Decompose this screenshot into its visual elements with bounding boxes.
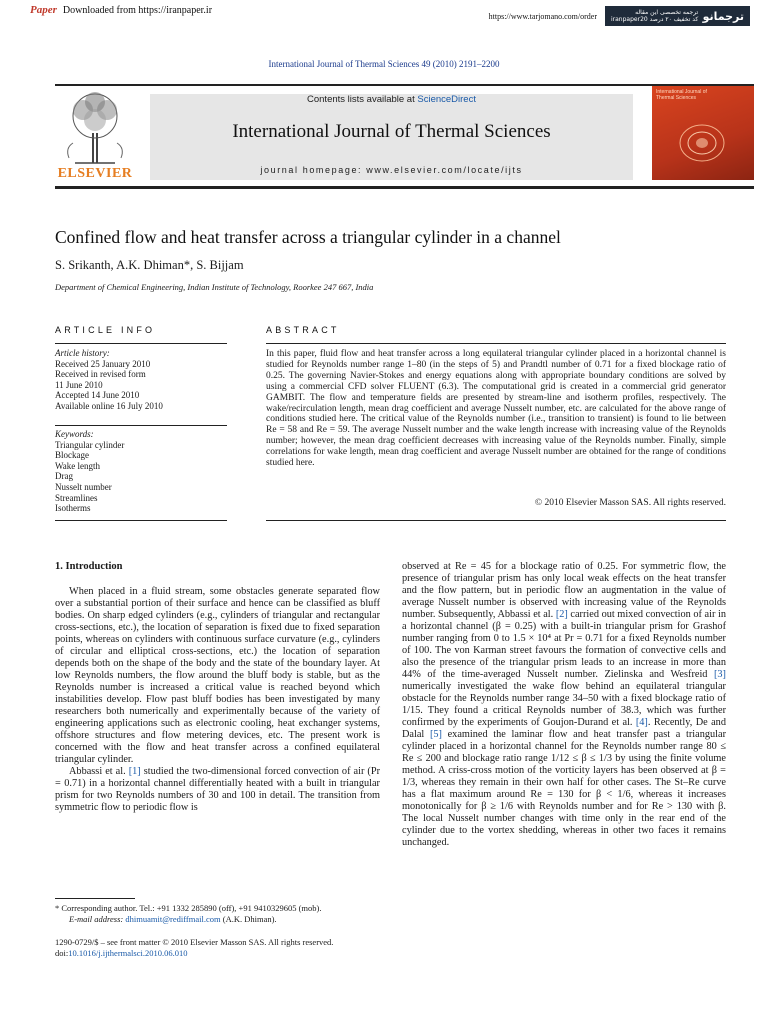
abstract-rule: [266, 343, 726, 344]
download-banner: [30, 4, 212, 16]
intro-paragraph-1: When placed in a fluid stream, some obstacles generate separated flow over a substantial portion of their surface and hence can be classified as bluff bodies. On sharp edged cylinders (e.g., cylinders of triangular and rectangular cross-sections, etc.), the location of separation is fixed due to fixed separation points, whereas on cylinders with continuous surface curvature (e.g., cylinders of circular and elliptical cross-sections, etc.) the location of separation depends both on the shape of the body and the state of the boundary layer. At low Reynolds numbers, the flow around the bluff body is stable, but as the Reynolds number is increased a critical value is reached beyond which instabilities develop. Flow past bluff bodies has been investigated by many researchers both numerically and experimentally because of the variety of engineering applications such as electronic cooling, heat exchanger systems, offshore structures and flow metering devices, etc. The present work is concerned with the flow and heat transfer across a confined equilateral triangular cylinder.: [55, 586, 380, 765]
rc-text-1: observed at Re = 45 for a blockage ratio of 0.25. For symmetric flow, the presence of triangular prism has only local weak effects on the heat transfer and the flow pattern, but in periodic flow an augmentation in the value of average Nusselt number is observed with increasing value of the Reynolds number. Subsequently, Abbassi et al.: [402, 561, 726, 620]
email-label: E-mail address:: [69, 913, 126, 924]
keywords-rule: [55, 425, 227, 426]
reference-link-3[interactable]: [3]: [713, 669, 726, 680]
right-column: [402, 561, 726, 849]
elsevier-logo-text: ELSEVIER: [57, 166, 133, 181]
article-info-rule: [55, 343, 227, 344]
header-top-rule: [55, 84, 754, 86]
keyword-item: Isotherms: [55, 503, 91, 514]
left-column: [55, 586, 380, 814]
keyword-item: Wake length: [55, 460, 101, 471]
keyword-item: Nusselt number: [55, 481, 112, 492]
abstract-copyright: © 2010 Elsevier Masson SAS. All rights reserved.: [534, 498, 726, 508]
ad-line-1: ترجمه تخصصی این مقاله: [635, 9, 699, 16]
footnote-corresponding: * Corresponding author. Tel.: +91 1332 285890 (off), +91 9410329605 (mob).: [55, 903, 322, 913]
abstract-heading: ABSTRACT: [266, 325, 340, 335]
sciencedirect-link[interactable]: ScienceDirect: [417, 94, 476, 105]
tarjomano-brand: ترجمانو: [702, 9, 744, 23]
reference-link-2[interactable]: [2]: [555, 609, 568, 620]
p2-text-a: Abbassi et al.: [69, 766, 129, 777]
downloaded-from-text[interactable]: Downloaded from https://iranpaper.ir: [62, 4, 213, 16]
tarjomano-ad-button[interactable]: [605, 6, 750, 26]
abstract-bottom-rule: [266, 520, 726, 521]
rc-text-2: carried out mixed convection of air in a horizontal channel (β = 0.25) with a built-in triangular prism for Grashof number ranging from 0 to 1.5 × 10⁴ at Pr = 0.71 for a fixed Reynolds number of 100. The von Karman street favours the formation of convective cells and also the presence of the triangular prism leads to an increase in more than 44% of the time-averaged Nusselt number. Zielinska and Wesfreid: [402, 609, 726, 680]
iranpaper-logo: Paper: [30, 4, 57, 16]
intro-paragraph-continued: [402, 561, 726, 849]
history-item: 11 June 2010: [55, 379, 103, 390]
doi-link[interactable]: 10.1016/j.ijthermalsci.2010.06.010: [68, 948, 188, 958]
reference-link-1[interactable]: [1]: [128, 766, 141, 777]
rc-text-4: . Recently, De and Dalal: [402, 717, 726, 740]
cover-title: International Journal of Thermal Sciences: [656, 89, 707, 101]
keyword-item: Blockage: [55, 450, 89, 461]
history-label: Article history:: [55, 348, 110, 358]
abstract-text: In this paper, fluid flow and heat transfer across a long equilateral triangular cylinder placed in a horizontal channel is studied for Reynolds number range 1–80 (in the steps of 5) and Prandtl number of 0.71 for a fixed blockage ratio of 0.25. The governing Navier-Stokes and energy equations along with appropriate boundary conditions are solved by using a commercial CFD solver FLUENT (6.3). The computational grid is created in a commercial grid generator GAMBIT. The flow and temperature fields are presented by stream-line and isotherm profiles, respectively. The wake/recirculation length, mean drag coefficient and average Nusselt number, etc. are calculated for the above range of conditions studied here. The critical value of the Reynolds number (i.e., transition to transient) is found to lie between Re = 58 and Re = 59. The average Nusselt number and the wake length increase with increasing value of the Reynolds number; however, the mean drag coefficient decreases with increasing value of the Reynolds number. Finally, simple correlations for wake length, mean drag coefficient and average Nusselt number are obtained for the range of conditions studied here.: [266, 349, 726, 469]
p2-text-b: studied the two-dimensional forced convection of air (Pr = 0.71) in a horizontal channel differentially heated with a built in triangular prism for two Reynolds numbers of 30 and 100 in detail. The transition from symmetric flow to periodic flow is: [55, 766, 380, 813]
keyword-item: Streamlines: [55, 492, 98, 503]
footnote-rule: [55, 898, 135, 899]
authors: S. Srikanth, A.K. Dhiman*, S. Bijjam: [55, 258, 244, 272]
footnote: [55, 903, 385, 924]
intro-paragraph-2: [55, 766, 380, 814]
keywords: [55, 429, 227, 514]
issn-doi-block: [55, 937, 333, 959]
rc-text-3: numerically investigated the wake flow behind an equilateral triangular obstacle for the Reynolds number range 34–50 with a fixed blockage ratio of 1/15. They found a critical Reynolds number of 38.3, which was further confirmed by the experiments of Goujon-Durand et al.: [402, 681, 726, 728]
keyword-item: Triangular cylinder: [55, 439, 125, 450]
issn-line: 1290-0729/$ – see front matter © 2010 Elsevier Masson SAS. All rights reserved.: [55, 937, 334, 947]
contents-prefix: Contents lists available at: [307, 94, 418, 105]
tarjomano-banner: [489, 6, 750, 26]
section-heading-introduction: 1. Introduction: [55, 561, 123, 572]
keyword-item: Drag: [55, 471, 73, 482]
rc-text-5: examined the laminar flow and heat transfer past a triangular cylinder placed in a horizontal channel for the Reynolds number range 80 ≤ Re ≤ 200 and blockage ratio range 1/12 ≤ β ≤ 1/3 by using the finite volume method. A criss-cross motion of the vorticity layers has been observed at β = 1/3, whereas they remain in their own half for other cases. The St–Re curve has a flat maximum around Re = 130 for β < 1/6, whereas it increases monotonically for β ≥ 1/6 with Reynolds number and for Re > 130 with β. The local Nusselt number changes with time only in the rear end of the cylinder due to the vortex shedding, whereas in other two faces it remains unchanged.: [402, 729, 726, 848]
article-info-heading: ARTICLE INFO: [55, 325, 156, 335]
reference-link-5[interactable]: [5]: [429, 729, 442, 740]
email-link[interactable]: dhimuamit@rediffmail.com: [125, 913, 221, 924]
affiliation: Department of Chemical Engineering, Indian Institute of Technology, Roorkee 247 667, India: [55, 282, 374, 292]
ad-line-2: iranpaper20 کد تخفیف ۲۰ درصد: [611, 16, 699, 23]
header-bottom-rule: [55, 186, 754, 189]
history-item: Available online 16 July 2010: [55, 400, 163, 411]
article-history: [55, 348, 227, 412]
paper-title: Confined flow and heat transfer across a triangular cylinder in a channel: [55, 227, 561, 247]
keywords-label: Keywords:: [55, 429, 94, 439]
email-suffix: (A.K. Dhiman).: [220, 913, 277, 924]
tarjomano-link[interactable]: https://www.tarjomano.com/order: [488, 11, 597, 21]
history-item: Received 25 January 2010: [55, 358, 151, 369]
contents-line: [150, 94, 633, 105]
history-item: Accepted 14 June 2010: [55, 390, 140, 401]
history-item: Received in revised form: [55, 369, 146, 380]
cover-graphic-icon: [672, 115, 732, 170]
article-info-bottom-rule: [55, 520, 227, 521]
journal-homepage[interactable]: journal homepage: www.elsevier.com/locate/ijts: [260, 165, 523, 175]
doi-label: doi:: [55, 948, 69, 958]
journal-citation[interactable]: International Journal of Thermal Sciences 49 (2010) 2191–2200: [268, 59, 500, 69]
journal-title: International Journal of Thermal Sciences: [232, 121, 551, 142]
reference-link-4[interactable]: [4]: [635, 717, 648, 728]
